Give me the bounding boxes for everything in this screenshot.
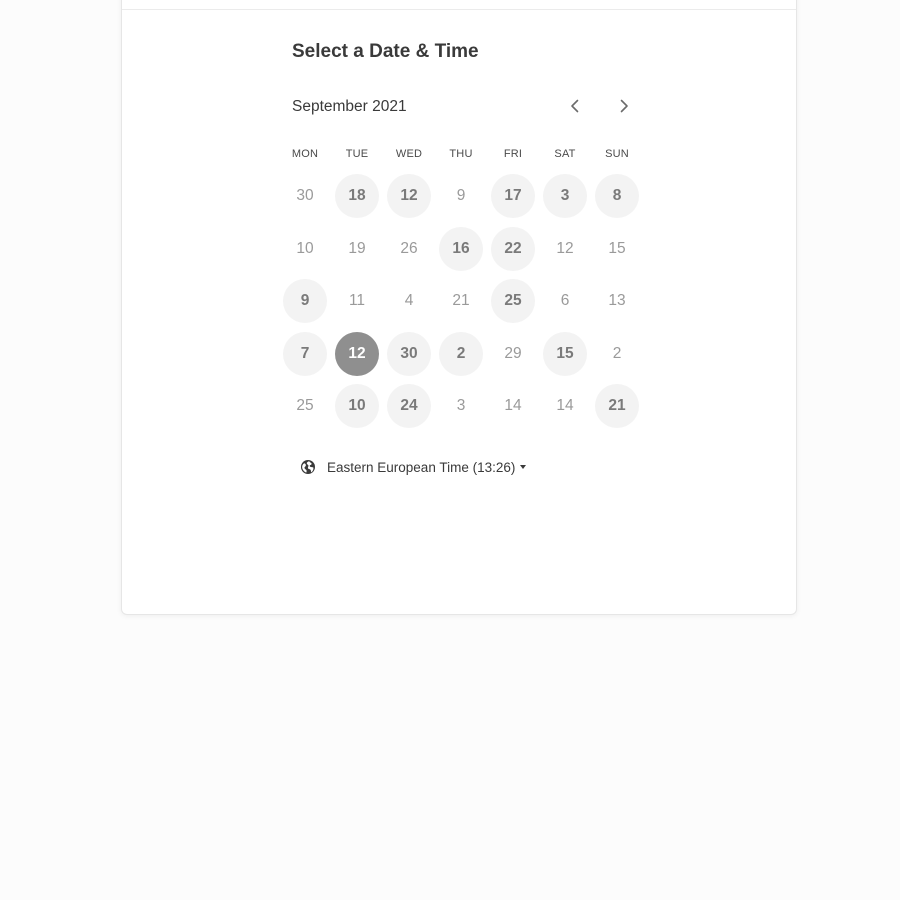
calendar-day-available[interactable]: 21: [595, 384, 639, 428]
calendar-day-cell: [591, 223, 643, 276]
calendar-day-available[interactable]: 16: [439, 227, 483, 271]
calendar-day-unavailable: 14: [504, 397, 522, 415]
calendar-day-cell: [383, 223, 435, 276]
scheduling-card: [121, 0, 797, 615]
calendar-day-cell: [279, 380, 331, 433]
calendar-day-unavailable: 10: [296, 239, 314, 257]
calendar-day-cell: [279, 170, 331, 223]
calendar-day-selected[interactable]: 12: [335, 332, 379, 376]
calendar-day-cell: [539, 170, 591, 223]
next-month-button[interactable]: [611, 93, 637, 119]
calendar-day-cell: [435, 223, 487, 276]
calendar-day-cell: [331, 328, 383, 381]
calendar-day-cell: [279, 328, 331, 381]
weekday-label: MON: [291, 148, 319, 160]
calendar-day-cell: [435, 380, 487, 433]
calendar-day-cell: [487, 170, 539, 223]
weekday-label: SAT: [554, 148, 576, 160]
month-label: September 2021: [292, 98, 407, 115]
calendar-day-unavailable: 15: [608, 239, 626, 257]
calendar-day-unavailable: 3: [456, 397, 466, 415]
calendar-day-available[interactable]: 24: [387, 384, 431, 428]
chevron-right-icon: [620, 99, 629, 113]
calendar-day-cell: [331, 170, 383, 223]
weekday-label: FRI: [503, 148, 523, 160]
calendar-day-cell: [591, 328, 643, 381]
calendar-day-cell: [435, 328, 487, 381]
calendar-day-cell: [487, 275, 539, 328]
calendar-day-available[interactable]: 30: [387, 332, 431, 376]
calendar-day-unavailable: 25: [296, 397, 314, 415]
calendar-day-cell: [591, 275, 643, 328]
calendar-day-available[interactable]: 25: [491, 279, 535, 323]
calendar-day-unavailable: 11: [348, 292, 366, 310]
calendar-day-cell: [539, 275, 591, 328]
calendar-day-cell: [279, 223, 331, 276]
calendar-day-unavailable: 12: [556, 239, 574, 257]
calendar-day-cell: [383, 328, 435, 381]
calendar-day-unavailable: 19: [348, 239, 366, 257]
calendar-day-unavailable: 21: [452, 292, 470, 310]
calendar-day-available[interactable]: 9: [283, 279, 327, 323]
calendar-day-unavailable: 30: [296, 187, 314, 205]
calendar-day-cell: [591, 380, 643, 433]
calendar-day-cell: [487, 223, 539, 276]
previous-month-button[interactable]: [561, 93, 587, 119]
calendar-day-unavailable: 13: [608, 292, 626, 310]
calendar-day-available[interactable]: 22: [491, 227, 535, 271]
weekday-header: [279, 148, 649, 160]
calendar-day-cell: [331, 223, 383, 276]
calendar-day-cell: [383, 380, 435, 433]
calendar-day-unavailable: 29: [504, 344, 522, 362]
divider: [122, 9, 796, 10]
calendar-day-cell: [331, 275, 383, 328]
calendar-day-cell: [331, 380, 383, 433]
calendar-day-unavailable: 6: [560, 292, 570, 310]
calendar-day-unavailable: 2: [612, 344, 622, 362]
weekday-label: TUE: [345, 148, 369, 160]
caret-down-icon: [520, 465, 526, 469]
chevron-left-icon: [570, 99, 579, 113]
calendar-day-cell: [539, 223, 591, 276]
calendar-day-cell: [383, 275, 435, 328]
calendar-day-cell: [435, 275, 487, 328]
calendar-day-cell: [383, 170, 435, 223]
calendar-day-unavailable: 26: [400, 239, 418, 257]
calendar-day-cell: [487, 380, 539, 433]
calendar-day-available[interactable]: 15: [543, 332, 587, 376]
calendar-day-available[interactable]: 7: [283, 332, 327, 376]
calendar-day-available[interactable]: 10: [335, 384, 379, 428]
calendar-day-unavailable: 4: [404, 292, 414, 310]
page-title: Select a Date & Time: [292, 41, 479, 62]
calendar-day-cell: [435, 170, 487, 223]
calendar-day-cell: [591, 170, 643, 223]
calendar-day-available[interactable]: 8: [595, 174, 639, 218]
weekday-label: SUN: [605, 148, 629, 160]
calendar-day-available[interactable]: 2: [439, 332, 483, 376]
weekday-label: THU: [449, 148, 473, 160]
timezone-selector[interactable]: [300, 459, 526, 475]
calendar-day-available[interactable]: 12: [387, 174, 431, 218]
calendar-day-cell: [539, 328, 591, 381]
calendar-day-cell: [279, 275, 331, 328]
calendar-day-available[interactable]: 18: [335, 174, 379, 218]
calendar-day-unavailable: 9: [456, 187, 466, 205]
calendar-day-cell: [487, 328, 539, 381]
calendar-day-cell: [539, 380, 591, 433]
calendar-day-available[interactable]: 17: [491, 174, 535, 218]
calendar-day-available[interactable]: 3: [543, 174, 587, 218]
calendar-day-unavailable: 14: [556, 397, 574, 415]
timezone-label: Eastern European Time (13:26): [327, 459, 516, 475]
calendar-grid: [279, 170, 649, 433]
weekday-label: WED: [395, 148, 423, 160]
globe-icon: [300, 459, 316, 475]
